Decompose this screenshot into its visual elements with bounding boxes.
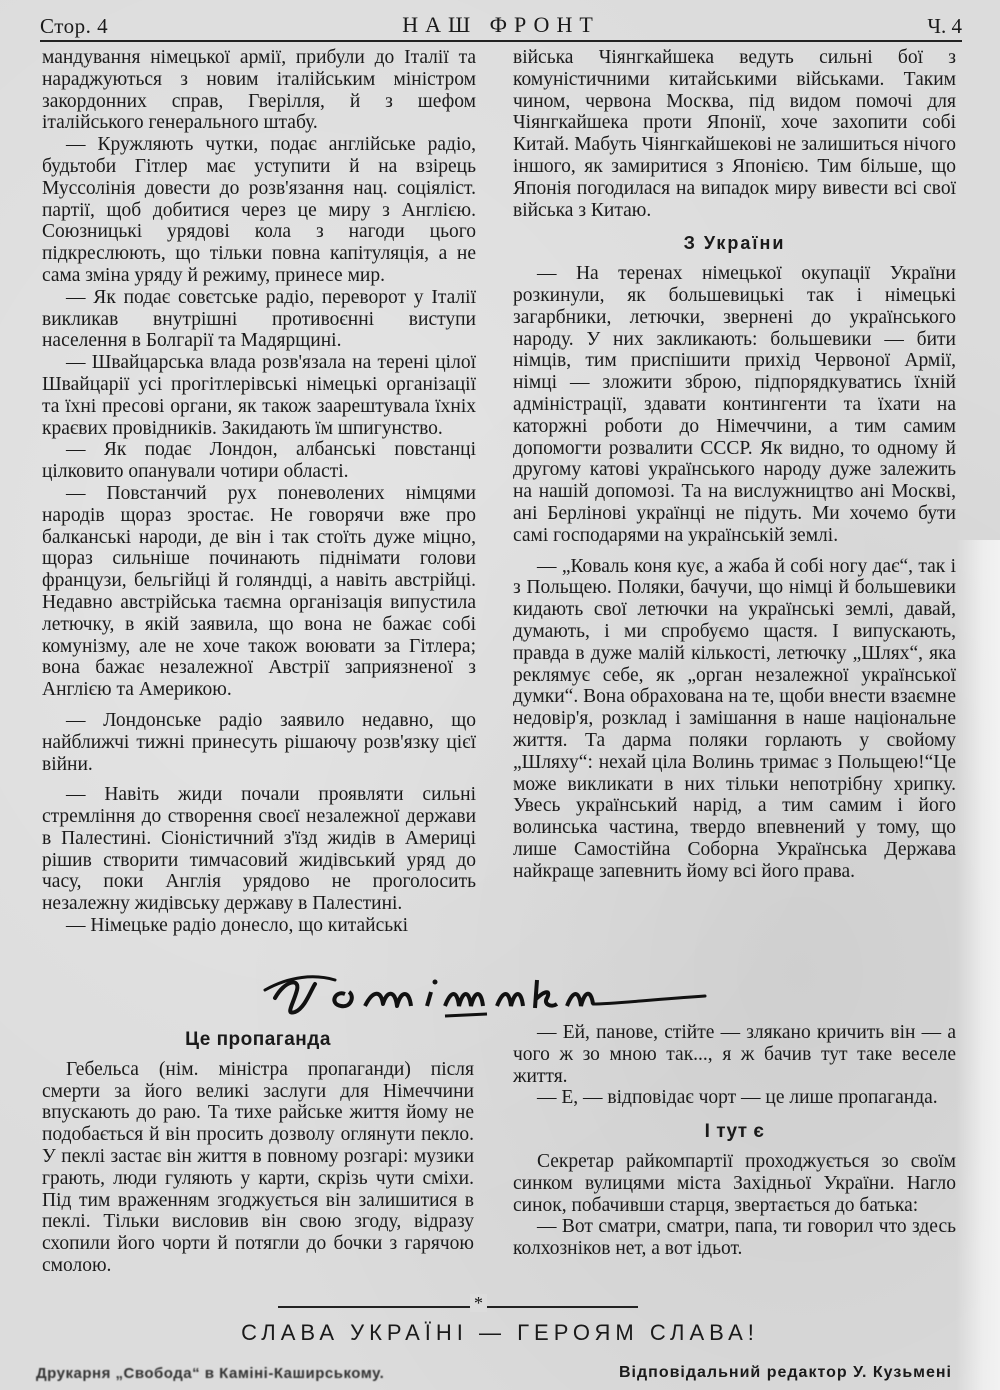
dialogue-line: — Е, — відповідає чорт — це лише пропаганда. xyxy=(537,1087,938,1109)
news-paragraph: — Німецьке радіо донесло, що китайські xyxy=(66,915,409,937)
news-paragraph: — „Коваль коня кує, а жаба й собі ногу дає“, так і з Польщею. Поляки, бачучи, що німці й большевики кидають свої летючки на українські землі, давай, думають, і ми спробуємо щастя. І випускають, правда в дуже малій кількості, летючку „Шлях“, яка реклямує себе, як „орган незалежної української думки“. Вона обрахована на те, щоби внести взаємне недовір'я, розклад і замішання в наше національне життя. Та дарма поляки горлають у свойому „Шляху“: нехай ціла Волинь тримає з Польщею!“Це може викликати в них тільки непотрібну хрипку. Увесь український нарід, а тим самим і його волинська частина, твердо впевнений у тому, що лише Самостійна Соборна Українська Держава найкраще запевнить йому всі його права. xyxy=(513,555,956,882)
story-propaganda xyxy=(42,1017,474,1277)
dialogue-line: — Ей, панове, стійте — злякано кричить він — а чого ж зо мною так..., я ж бачив тут таке веселе життя. xyxy=(513,1022,956,1087)
newspaper-title: НАШ ФРОНТ xyxy=(402,12,600,37)
editor-credit: Відповідальний редактор У. Кузьмені xyxy=(619,1364,952,1381)
section-heading: З України xyxy=(683,233,786,254)
dialogue-line: — Вот сматри, сматри, папа, ти говорил что здесь колхозніков нет, а вот ідьот. xyxy=(513,1216,956,1260)
news-paragraph: війська Чіянгкайшека ведуть сильні бої з комуністичними китайськими військами. Таким чином, червона Москва, під видом помочі для Чіянгкайшека проти Японії, хоче захопити собі Китай. Мабуть Чіянгкайшекові не залишиться нічого іншого, як замиритися з Японією. Тим більше, що Японія погодилася на випадок миру вивести всі свої війська з Китаю. xyxy=(513,47,956,221)
news-paragraph: мандування німецької армії, прибули до Італії та нараджуються з новим італійським міністром закордонних справ, Гверілля, й з шефом італійського генерального штабу. xyxy=(42,47,476,134)
slogan: СЛАВА УКРАЇНІ — ГЕРОЯМ СЛАВА! xyxy=(241,1320,759,1345)
news-paragraph: — На теренах німецької окупації України розкинули, як большевицькі так і німецькі загарбники, летючки, звернені до українського народу. У них закликають: большевики — бити німців, тим приспішити прихід Червоної Армії, німці — зложити зброю, підпорядкуватись їхній адміністрації, здавати контингенти та їхати на каторжні роботи до Німеччини, а тим самим допомогти розвалити СССР. Як видно, то одному й другому катові українського народу дуже залежить на нашій допомозі. Та на вислужництво ані Москві, ані Берлінові українці не підуть. Ми хочемо бути самі господарями на українській землі. xyxy=(513,263,956,546)
story-heading: І тут є xyxy=(704,1121,765,1143)
story-text: Гебельса (нім. міністра пропаганди) після смерти за його великі заслуги для Німеччини впускають до раю. Та тихе райське життя йому не подобається й він просить дозволу оглянути пекло. У пеклі застає він життя в повному розгарі: музики грають, люди гуляють у карти, скрізь чути сміхи. Під тим враженням згоджується він залишитися в пеклі. Тільки висловив він свою згоду, відразу схопили його чорти й потягли до бочки з гарячою смолою. xyxy=(42,1058,474,1276)
right-news-column xyxy=(513,47,956,882)
news-paragraph: — Повстанчий рух поневолених німцями народів щораз зростає. Не говорячи вже про балканські народи, де він і так стоїть дуже міцно, щораз сильніше починають піднімати голови французи, бельгійці й голяндці, а навіть австрійці. Недавно австрійська таємна організація випустила летючку, в якій заявила, що вона не бажає собі комунізму, але не хоче також воювати за Гітлера; вона бажає незалежної Австрії заприязненої з Англією та Америкою. xyxy=(42,482,476,701)
issue-number: Ч. 4 xyxy=(927,14,962,38)
story-text: Секретар райкомпартії проходжується зо своїм синком вулицями міста Західньої України. Нагло синок, побачивши старця, звертається до батька: xyxy=(513,1150,956,1216)
news-paragraph: — Кружляють чутки, подає англійське радіо, будьтоби Гітлер має уступити й на взірець Муссолінія довести до розв'язання нац. соціяліст. партії, щоб добитися через це миру з Англією. Союзницькі урядові кола з нагоди цього підкреслюють, що тільки повна капітуляція, а не сама зміна уряду й режиму, принесе мир. xyxy=(42,134,476,286)
news-paragraph: — Лондонське радіо заявило недавно, що найближчі тижні принесуть рішаючу розв'язку цієї війни. xyxy=(42,709,476,775)
story-heading: Це пропаганда xyxy=(185,1029,331,1050)
news-paragraph: — Навіть жиди почали проявляти сильні стремління до створення своєї незалежної держави в Палестині. Сіоністичний з'їзд жидів в Америці рішив створити тимчасовий жидівський уряд до часу, поки Англія урядово не проголосить незалежну жидівську державу в Палестині. xyxy=(42,784,476,915)
divider-star: * xyxy=(470,1294,487,1312)
left-news-column xyxy=(42,47,476,937)
story-continued xyxy=(513,1022,956,1260)
torn-edge xyxy=(956,540,1000,1390)
news-paragraph: — Швайцарська влада розв'язала на терені цілої Швайцарії усі прогітлерівські німецькі організації та їхні пресові органи, як також заарештувала їхніх краєвих провідників. Закидають їм шпигунство. xyxy=(42,352,476,439)
page-header xyxy=(40,10,962,42)
printer-credit: Друкарня „Свобода“ в Каміні-Каширському. xyxy=(36,1365,385,1382)
footer-divider xyxy=(278,1306,638,1308)
page-number: Стор. 4 xyxy=(40,14,109,38)
news-paragraph: — Як подає Лондон, албанські повстанці цілковито опанували чотири області. xyxy=(42,439,476,483)
news-paragraph: — Як подає совєтське радіо, переворот у Італії викликав внутрішні противоєнні виступи населення в Болгарії та Мадярщині. xyxy=(42,286,476,352)
